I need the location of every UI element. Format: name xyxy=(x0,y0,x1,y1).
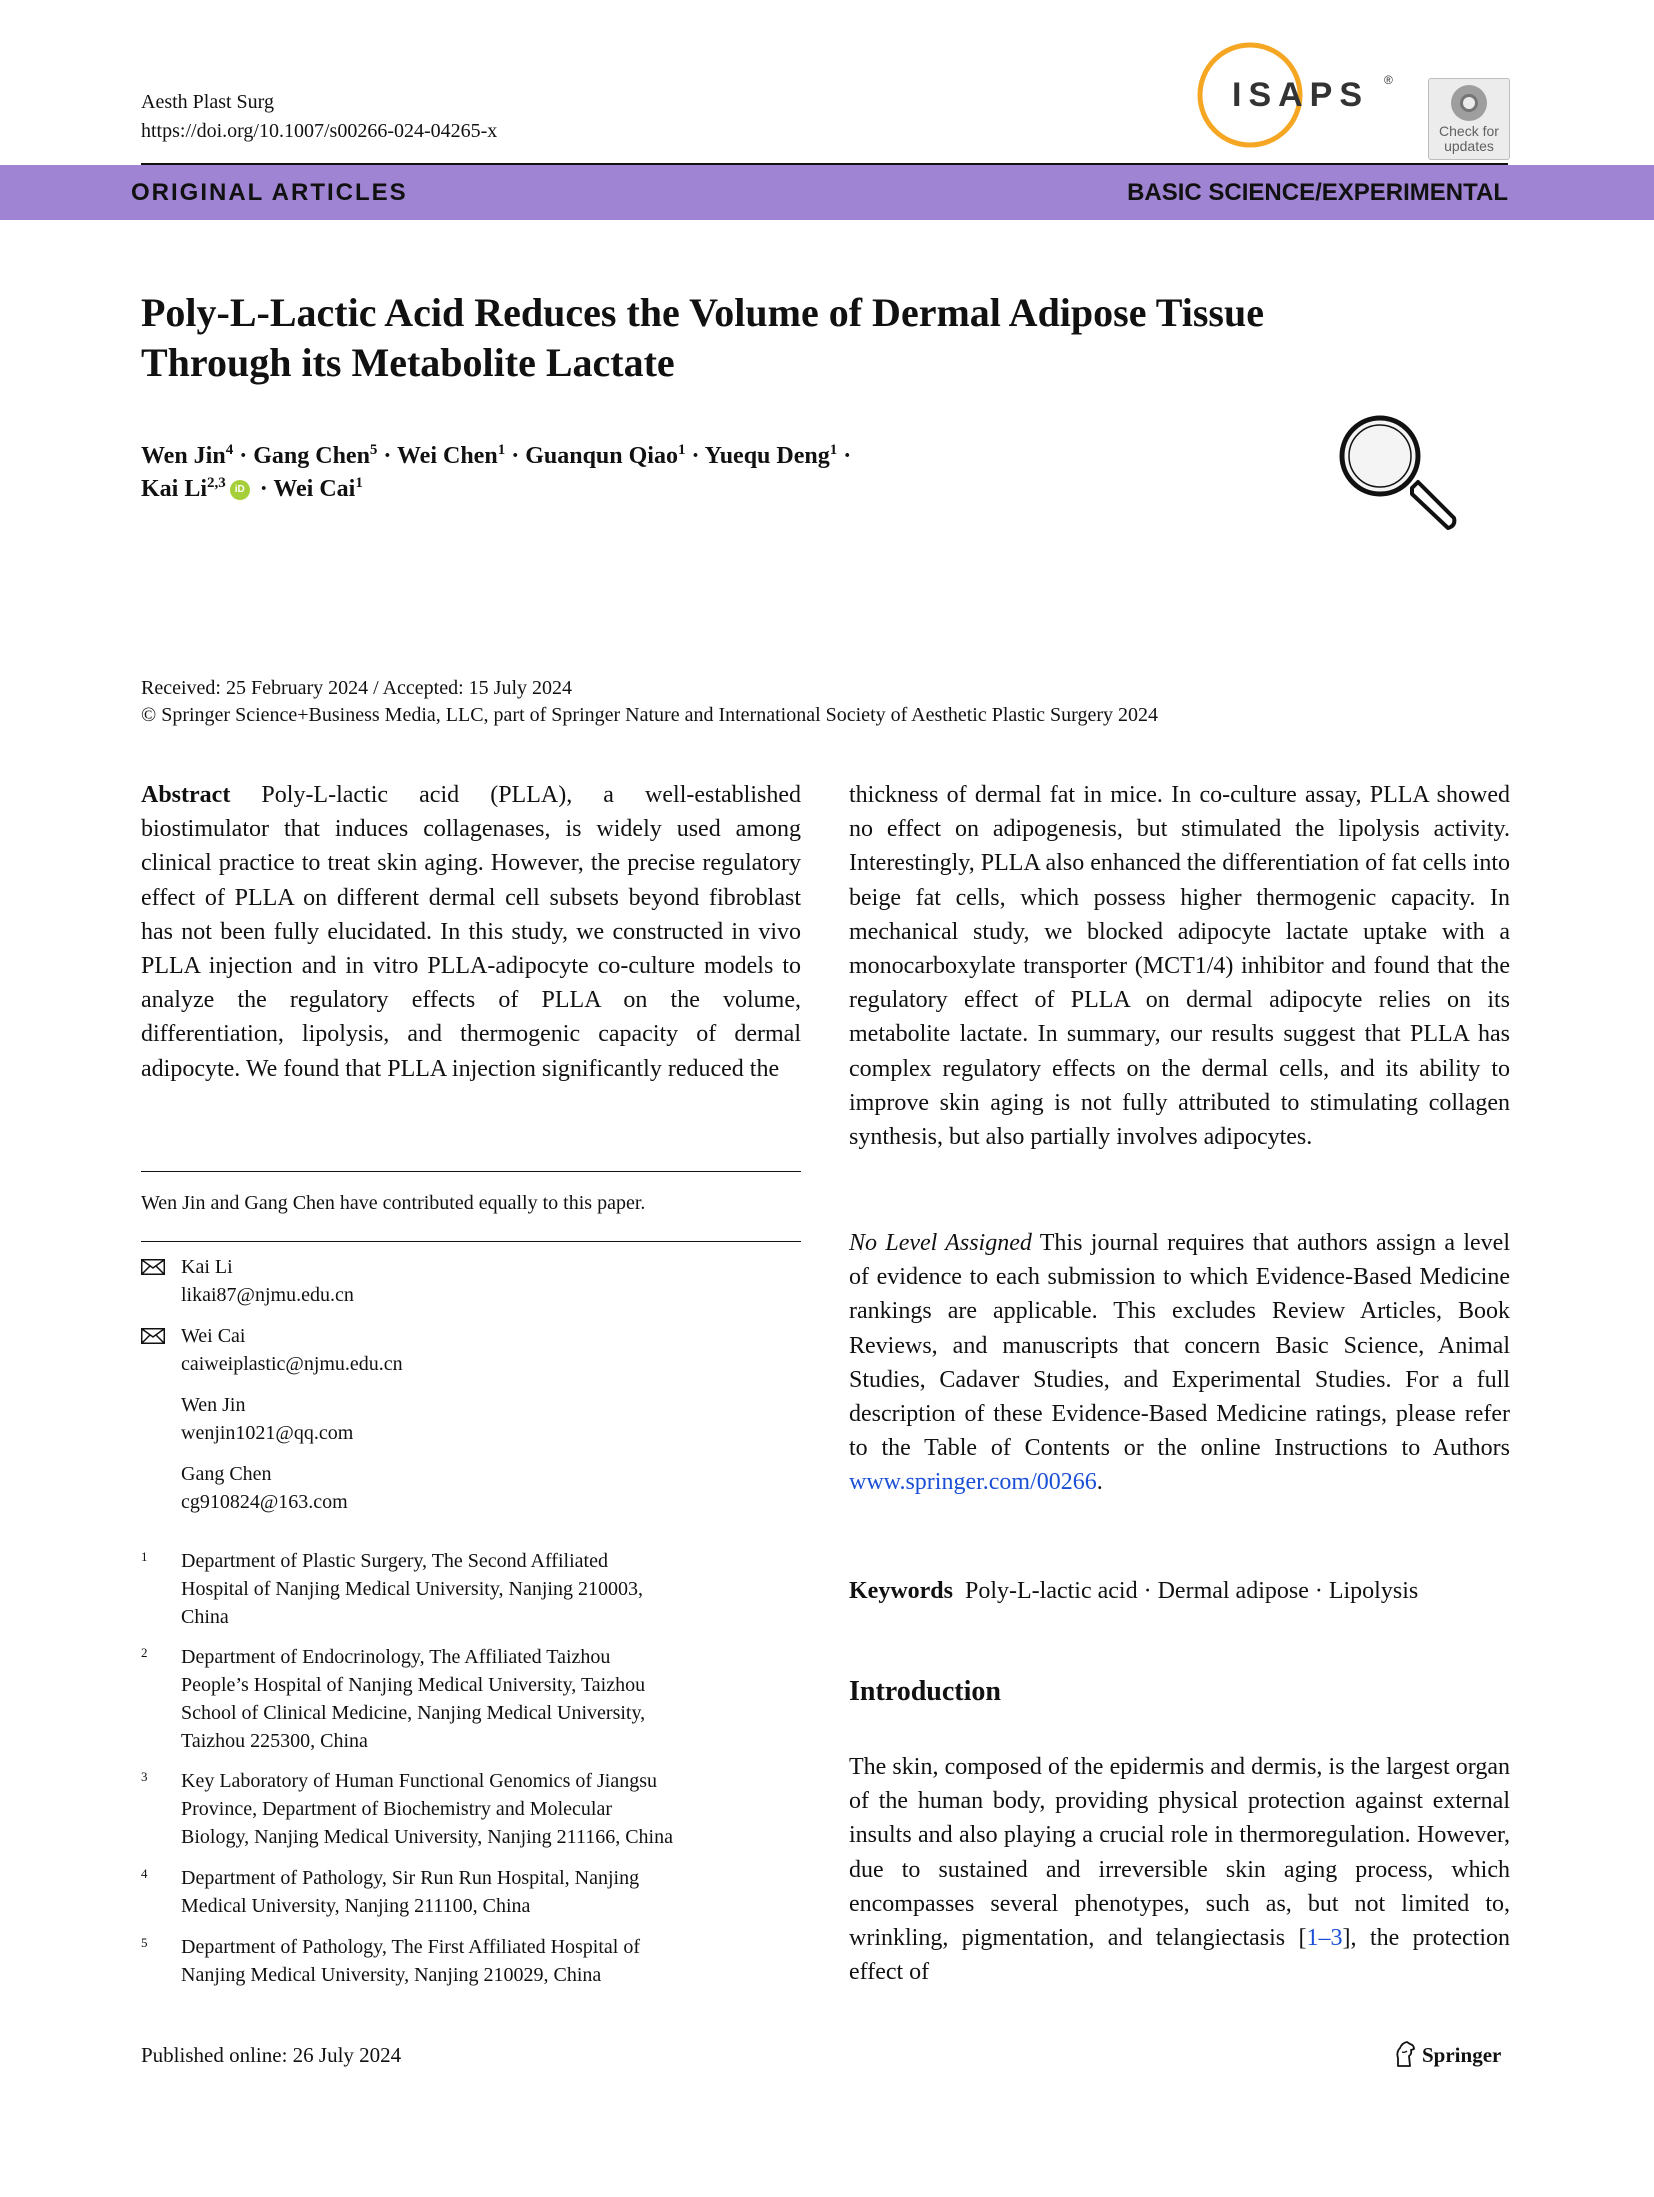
affiliation-number: 1 xyxy=(141,1549,148,1564)
crossmark-icon xyxy=(1451,85,1487,121)
affiliation-line: China xyxy=(181,1606,229,1628)
author-affiliation: 4 xyxy=(225,442,234,458)
author-name[interactable]: Wei Chen xyxy=(397,443,498,469)
footnote-rule xyxy=(141,1171,801,1172)
contact-email[interactable]: wenjin1021@qq.com xyxy=(181,1422,354,1444)
keywords-text: Poly-L-lactic acid · Dermal adipose · Lipolysis xyxy=(965,1578,1419,1604)
keywords-label: Keywords xyxy=(849,1578,953,1604)
affiliation-number: 3 xyxy=(141,1769,148,1784)
contact-name: Wen Jin xyxy=(181,1394,246,1416)
isaps-logo xyxy=(1192,40,1402,150)
author-separator: · xyxy=(505,443,526,469)
level-end: . xyxy=(1096,1469,1103,1496)
intro-text-after: ], the protection effect of xyxy=(849,1925,1510,1986)
intro-text-before: The skin, composed of the epidermis and dermis, is the largest organ of the human body, providing physical protection against external insults and also playing a crucial role in thermoregulation. However, due to sustained and irreversible skin aging process, which encompasses several phenotypes, such as, but not limited to, wrinkling, pigmentation, and telangiectasis [ xyxy=(849,1754,1510,1952)
section-banner xyxy=(0,165,1654,220)
author-name[interactable]: Kai Li xyxy=(141,476,208,502)
article-type-label: ORIGINAL ARTICLES xyxy=(131,179,408,206)
contact-name: Gang Chen xyxy=(181,1463,272,1485)
contact-name: Wei Cai xyxy=(181,1325,246,1347)
level-label: No Level Assigned xyxy=(849,1230,1032,1256)
magnifier-icon[interactable] xyxy=(1334,410,1462,538)
isaps-logo-text: ISAPS xyxy=(1232,76,1370,114)
author-separator: · xyxy=(253,476,274,502)
author-separator: · xyxy=(233,443,254,469)
affiliation-line: School of Clinical Medicine, Nanjing Medical University, xyxy=(181,1702,646,1724)
affiliation-line: Biology, Nanjing Medical University, Nanjing 211166, China xyxy=(181,1826,673,1848)
copyright-notice: © Springer Science+Business Media, LLC, part of Springer Nature and International Society of Aesthetic Plastic Surgery 2024 xyxy=(141,704,1158,726)
author-name[interactable]: Gang Chen xyxy=(253,443,370,469)
author-name[interactable]: Yuequ Deng xyxy=(704,443,830,469)
author-separator: · xyxy=(685,443,705,469)
contact-email[interactable]: likai87@njmu.edu.cn xyxy=(181,1284,354,1306)
affiliation-line: Hospital of Nanjing Medical University, Nanjing 210003, xyxy=(181,1578,643,1600)
envelope-icon xyxy=(141,1328,165,1344)
author-list-line-2 xyxy=(141,466,363,506)
author-separator: · xyxy=(837,443,852,469)
springer-horse-icon xyxy=(1392,2040,1418,2068)
article-title xyxy=(141,288,1441,388)
published-date: Published online: 26 July 2024 xyxy=(141,2043,402,2067)
affiliation-number: 2 xyxy=(141,1645,148,1660)
author-name[interactable]: Wei Cai xyxy=(273,476,356,502)
received-accepted-dates: Received: 25 February 2024 / Accepted: 15 July 2024 xyxy=(141,677,573,699)
springer-link[interactable]: www.springer.com/00266 xyxy=(849,1469,1097,1496)
affiliation-number: 5 xyxy=(141,1935,148,1950)
springer-logo xyxy=(1392,2040,1501,2068)
affiliation-line: Department of Pathology, The First Affiliated Hospital of xyxy=(181,1936,641,1958)
affiliation-line: Department of Plastic Surgery, The Second Affiliated xyxy=(181,1550,608,1572)
level-of-evidence-note xyxy=(849,1226,1510,1500)
affiliation-line: People’s Hospital of Nanjing Medical University, Taizhou xyxy=(181,1674,646,1696)
author-name[interactable]: Guanqun Qiao xyxy=(525,443,678,469)
author-affiliation: 1 xyxy=(355,475,363,491)
introduction-heading: Introduction xyxy=(849,1676,1001,1707)
title-line-1: Poly-L-Lactic Acid Reduces the Volume of Dermal Adipose Tissue xyxy=(141,290,1264,335)
affiliation-number: 4 xyxy=(141,1866,148,1881)
author-affiliation: 1 xyxy=(497,442,506,458)
doi-link[interactable]: https://doi.org/10.1007/s00266-024-04265-x xyxy=(141,120,498,142)
abstract-text-part-2: thickness of dermal fat in mice. In co-culture assay, PLLA showed no effect on adipogenesis, but stimulated the lipolysis activity. Interestingly, PLLA also enhanced the differentiation of fat cells into beige fat cells, which possess higher thermogenic capacity. In mechanical study, we blocked adipocyte lactate uptake with a monocarboxylate transporter (MCT1/4) inhibitor and found that the regulatory effect of PLLA on dermal adipocyte relies on its metabolite lactate. In summary, our results suggest that PLLA has complex regulatory effects on the dermal cells, and its ability to improve skin aging is not fully attributed to stimulating collagen synthesis, but also partially involves adipocytes. xyxy=(849,782,1510,1151)
check-for-updates-label-2: updates xyxy=(1444,138,1494,154)
author-name[interactable]: Wen Jin xyxy=(141,443,226,469)
check-for-updates-label: Check for xyxy=(1439,123,1499,139)
title-line-2: Through its Metabolite Lactate xyxy=(141,340,675,385)
affiliation-line: Medical University, Nanjing 211100, China xyxy=(181,1895,531,1917)
author-affiliation: 1 xyxy=(677,442,686,458)
author-affiliation: 2,3 xyxy=(207,475,226,491)
affiliation-line: Nanjing Medical University, Nanjing 210029, China xyxy=(181,1964,602,1986)
author-affiliation: 5 xyxy=(369,442,378,458)
affiliation-line: Taizhou 225300, China xyxy=(181,1730,368,1752)
journal-name: Aesth Plast Surg xyxy=(141,91,274,113)
check-for-updates-badge[interactable] xyxy=(1428,78,1510,160)
abstract-label: Abstract xyxy=(141,782,231,808)
affiliation-line: Province, Department of Biochemistry and Molecular xyxy=(181,1798,612,1820)
orcid-icon[interactable]: iD xyxy=(230,480,250,500)
equal-contribution-note: Wen Jin and Gang Chen have contributed equally to this paper. xyxy=(141,1192,646,1214)
contact-name: Kai Li xyxy=(181,1256,233,1278)
affiliation-line: Key Laboratory of Human Functional Genomics of Jiangsu xyxy=(181,1770,658,1792)
article-category-label: BASIC SCIENCE/EXPERIMENTAL xyxy=(1127,179,1508,206)
abstract-left-column xyxy=(141,778,801,1086)
publisher-name: Springer xyxy=(1422,2043,1502,2067)
affiliation-line: Department of Pathology, Sir Run Run Hospital, Nanjing xyxy=(181,1867,640,1889)
contact-email[interactable]: caiweiplastic@njmu.edu.cn xyxy=(181,1353,403,1375)
level-text: This journal requires that authors assign a level of evidence to each submission to which Evidence-Based Medicine rankings are applicable. This excludes Review Articles, Book Reviews, and manuscripts that concern Basic Science, Animal Studies, Cadaver Studies, and Experimental Studies. For a full description of these Evidence-Based Medicine ratings, please refer to the Table of Contents or the online Instructions to Authors xyxy=(849,1230,1510,1462)
author-affiliation: 1 xyxy=(829,442,838,458)
citation-link[interactable]: 1–3 xyxy=(1306,1925,1343,1952)
affiliation-line: Department of Endocrinology, The Affiliated Taizhou xyxy=(181,1646,611,1668)
abstract-text-part-1: Poly-L-lactic acid (PLLA), a well-established biostimulator that induces collagenases, is widely used among clinical practice to treat skin aging. However, the precise regulatory effect of PLLA on different dermal cell subsets beyond fibroblast has not been fully elucidated. In this study, we constructed in vivo PLLA injection and in vitro PLLA-adipocyte co-culture models to analyze the regulatory effects of PLLA on the volume, differentiation, lipolysis, and thermogenic capacity of dermal adipocyte. We found that PLLA injection significantly reduced the xyxy=(141,782,802,1082)
introduction-text xyxy=(849,1750,1510,1989)
envelope-icon xyxy=(141,1259,165,1275)
author-separator: · xyxy=(377,443,397,469)
isaps-registered-mark: ® xyxy=(1384,73,1393,87)
keywords xyxy=(849,1574,1510,1608)
footnote-rule-2 xyxy=(141,1241,801,1242)
contact-email[interactable]: cg910824@163.com xyxy=(181,1491,348,1513)
